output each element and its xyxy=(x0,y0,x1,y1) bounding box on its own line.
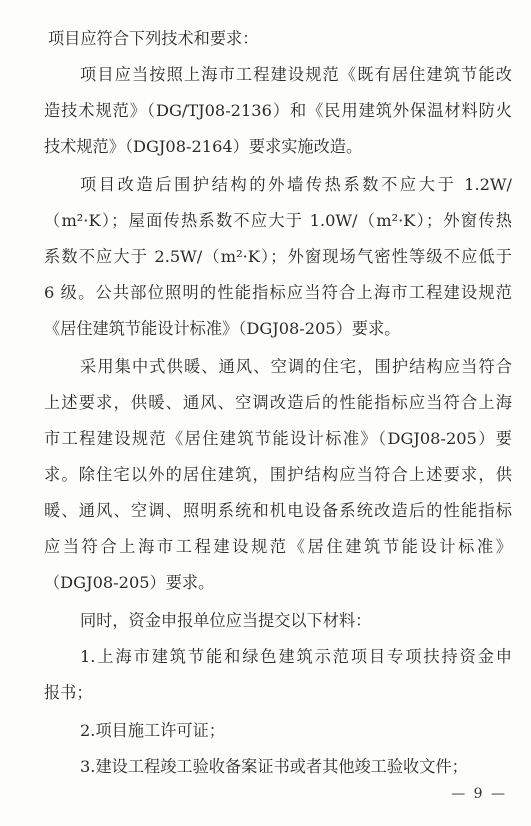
text-line-12: 市工程建设规范《居住建筑节能设计标准》（DGJ08-205）要 xyxy=(44,429,512,448)
text-line-11: 上述要求，供暖、通风、空调改造后的性能指标应当符合上海 xyxy=(44,393,512,412)
text-line-16: （DGJ08-205）要求。 xyxy=(44,573,215,592)
text-line-4: 技术规范》（DGJ08-2164）要求实施改造。 xyxy=(44,137,363,156)
text-line-6: （m²·K）；屋面传热系数不应大于 1.0W/（m²·K）；外窗传热 xyxy=(44,211,512,230)
text-line-1: 项目应符合下列技术和要求： xyxy=(48,29,259,48)
text-line-15: 应当符合上海市工程建设规范《居住建筑节能设计标准》 xyxy=(44,537,512,556)
text-line-8: 6 级。公共部位照明的性能指标应当符合上海市工程建设规范 xyxy=(44,283,512,302)
text-line-18: 1.上海市建筑节能和绿色建筑示范项目专项扶持资金申 xyxy=(80,647,512,666)
text-line-9: 《居住建筑节能设计标准》（DGJ08-205）要求。 xyxy=(44,319,401,338)
text-line-13: 求。除住宅以外的居住建筑，围护结构应当符合上述要求，供 xyxy=(44,465,512,484)
text-line-7: 系数不应大于 2.5W/（m²·K）；外窗现场气密性等级不应低于 xyxy=(44,247,512,266)
text-line-3: 造技术规范》（DG/TJ08-2136）和《民用建筑外保温材料防火 xyxy=(44,101,512,120)
text-line-17: 同时，资金申报单位应当提交以下材料： xyxy=(80,611,372,630)
text-line-20: 2.项目施工许可证； xyxy=(80,721,225,740)
text-line-21: 3.建设工程竣工验收备案证书或者其他竣工验收文件； xyxy=(80,757,468,776)
text-line-5: 项目改造后围护结构的外墙传热系数不应大于 1.2W/ xyxy=(80,175,512,194)
text-line-19: 报书； xyxy=(44,683,93,702)
text-line-10: 采用集中式供暖、通风、空调的住宅，围护结构应当符合 xyxy=(80,357,512,376)
page-number: — 9 — xyxy=(451,786,507,802)
text-line-14: 暖、通风、空调、照明系统和机电设备系统改造后的性能指标 xyxy=(44,501,512,520)
text-line-2: 项目应当按照上海市工程建设规范《既有居住建筑节能改 xyxy=(80,65,512,84)
